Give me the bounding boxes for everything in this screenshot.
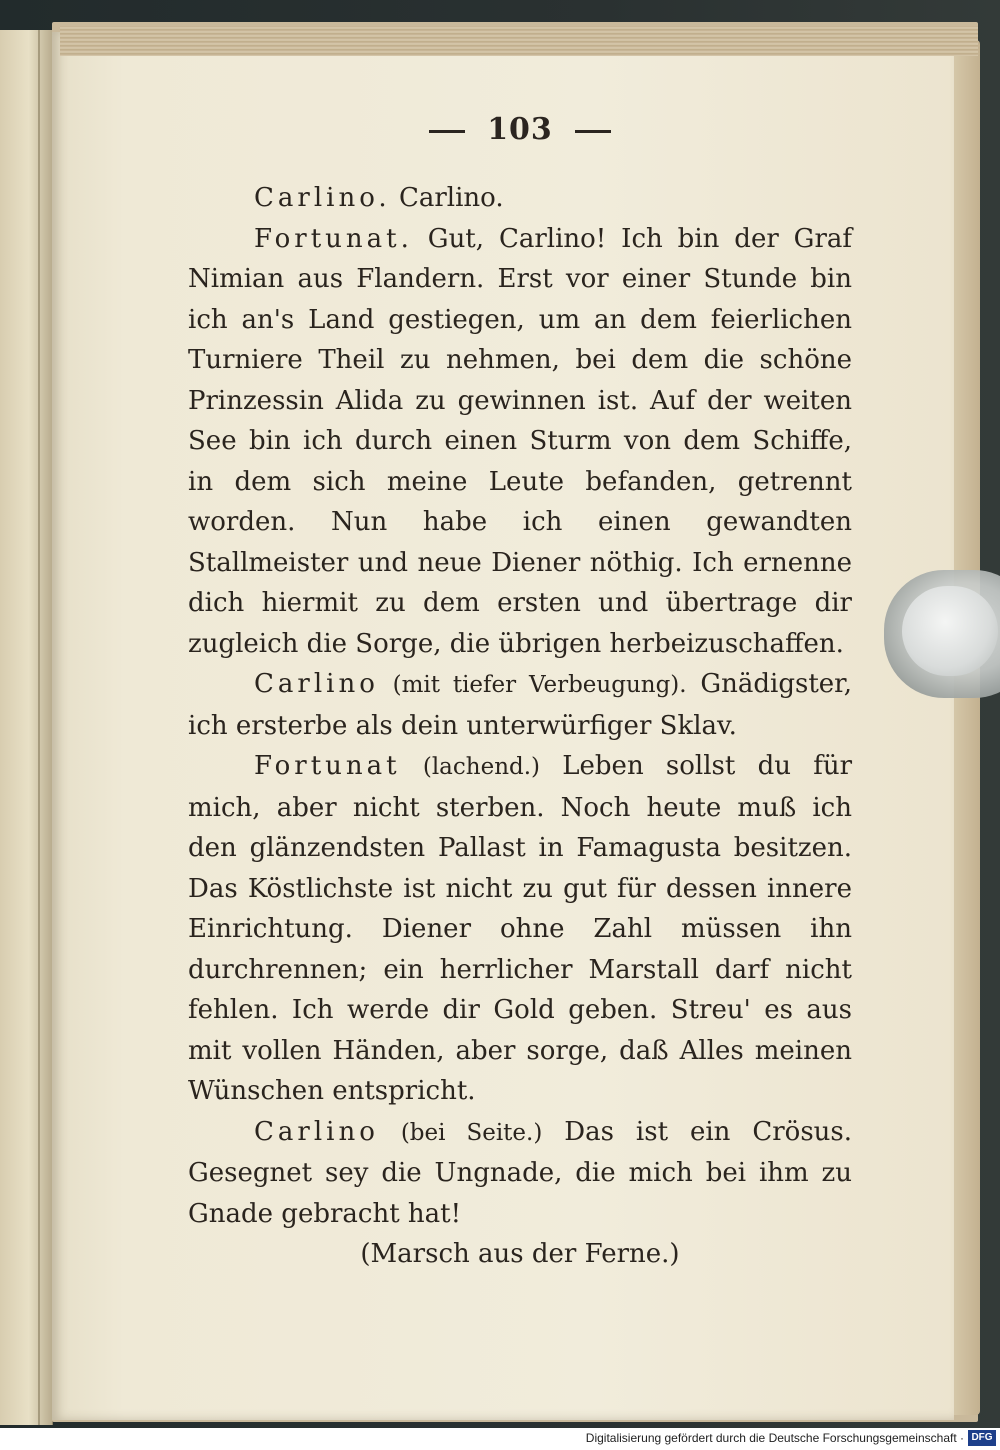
stage-direction-inline: (lachend.) [422,754,541,780]
dialogue-paragraph [188,746,852,1112]
dialogue-paragraph [188,219,852,665]
dialogue-text: Leben sollst du für mich, aber nicht sterben. Noch heute muß ich den glänzendsten Pallast in Famagusta besitzen. Das Köstlichste ist nicht zu gut für dessen innere Einrichtung. Diener ohne Zahl müssen ihn durchrennen; ein herrlicher Marstall darf nicht fehlen. Ich werde dir Gold geben. Streu' es aus mit vollen Händen, aber sorge, daß Alles meinen Wünschen entspricht. [188,751,853,1106]
stage-direction: (Marsch aus der Ferne.) [360,1239,680,1269]
page-number: 103 [0,112,1000,147]
page-text [188,178,852,1275]
speaker-name: Carlino. [254,183,391,213]
dialogue-paragraph [188,1112,852,1235]
dialogue-paragraph [188,178,852,219]
dialogue-text: Carlino. [398,183,504,213]
dialogue-paragraph [188,664,852,746]
stage-direction-inline: (bei Seite.) [400,1119,543,1146]
left-page-edge [0,30,53,1425]
page-stack-top [60,26,978,56]
dialogue-text: Das ist ein Crösus. Gesegnet sey die Ungnade, die mich bei ihm zu Gnade gebracht hat! [188,1116,853,1229]
speaker-name: Fortunat [254,751,401,781]
stage-direction-inline: (mit tiefer Verbeugung). [392,672,687,698]
digitization-credit: Digitalisierung gefördert durch die Deutsche Forschungsgemeinschaft · [585,1431,964,1445]
dfg-logo: DFG [968,1430,996,1446]
speaker-name: Carlino [254,1116,379,1147]
dialogue-text: Gut, Carlino! Ich bin der Graf Nimian aus Flandern. Erst vor einer Stunde bin ich an's Land gestiegen, um an dem feierlichen Turniere Theil zu nehmen, bei dem die schöne Prinzessin Alida zu gewinnen ist. Auf der weiten See bin ich durch einen Sturm von dem Schiffe, in dem sich meine Leute befanden, getrennt worden. Nun habe ich einen gewandten Stallmeister und neue Diener nöthig. Ich ernenne dich hiermit zu dem ersten und übertrage dir zugleich die Sorge, die übrigen herbeizuschaffen. [188,223,853,659]
dialogue-text: Gnädigster, ich ersterbe als dein unterwürfiger Sklav. [188,669,853,741]
speaker-name: Carlino [254,669,379,699]
speaker-name: Fortunat. [254,223,413,254]
page-clip-inner [902,586,998,676]
